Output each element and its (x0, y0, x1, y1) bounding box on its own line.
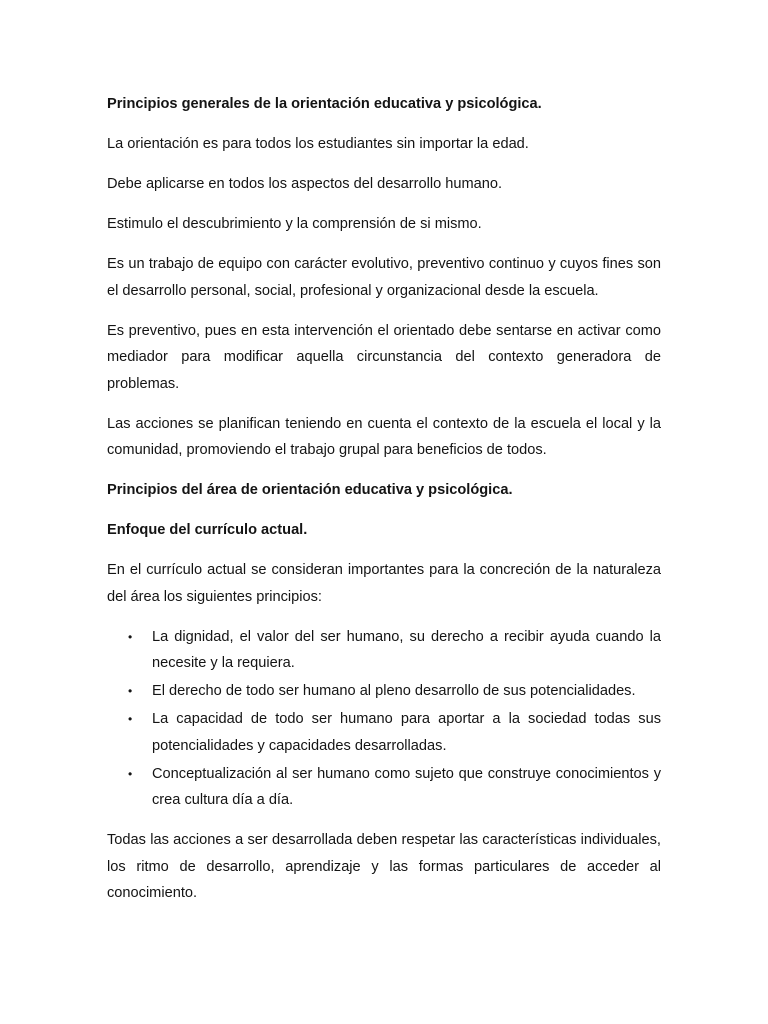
paragraph-curriculum-intro: En el currículo actual se consideran importantes para la concreción de la naturaleza del área los siguientes principios: (107, 562, 661, 605)
paragraph-self-discovery: Estimulo el descubrimiento y la comprensión de si mismo. (107, 216, 482, 232)
bullet-icon: • (128, 629, 133, 644)
document-page (107, 91, 661, 920)
list-item (107, 761, 661, 814)
list-item (107, 706, 661, 759)
paragraph-respect-characteristics: Todas las acciones a ser desarrollada deben respetar las características individuales, los ritmo de desarrollo, aprendizaje y las formas particulares de acceder al conocimiento. (107, 832, 661, 901)
paragraph-planned-actions: Las acciones se planifican teniendo en cuenta el contexto de la escuela el local y la comunidad, promoviendo el trabajo grupal para beneficios de todos. (107, 415, 661, 458)
list-item-text: La dignidad, el valor del ser humano, su derecho a recibir ayuda cuando la necesite y la requiera. (152, 628, 661, 671)
bullet-icon: • (128, 684, 133, 698)
bullet-icon: • (128, 766, 133, 781)
list-item (107, 624, 661, 677)
list-item-text: Conceptualización al ser humano como sujeto que construye conocimientos y crea cultura día a día. (152, 765, 661, 808)
paragraph-orientation-for-all: La orientación es para todos los estudiantes sin importar la edad. (107, 136, 529, 152)
principles-list (107, 624, 661, 814)
list-item-text: La capacidad de todo ser humano para aportar a la sociedad todas sus potencialidades y capacidades desarrolladas. (152, 711, 661, 754)
paragraph-all-aspects: Debe aplicarse en todos los aspectos del desarrollo humano. (107, 176, 503, 192)
section-heading-area-principles: Principios del área de orientación educativa y psicológica. (107, 482, 513, 498)
list-item (107, 678, 661, 705)
section-heading-general-principles: Principios generales de la orientación educativa y psicológica. (107, 96, 542, 112)
paragraph-preventive: Es preventivo, pues en esta intervención el orientado debe sentarse en activar como mediador para modificar aquella circunstancia del contexto generadora de problemas. (107, 322, 661, 392)
paragraph-teamwork: Es un trabajo de equipo con carácter evolutivo, preventivo continuo y cuyos fines son el desarrollo personal, social, profesional y organizacional desde la escuela. (107, 256, 661, 299)
section-heading-curriculum-focus: Enfoque del currículo actual. (107, 522, 308, 538)
list-item-text: El derecho de todo ser humano al pleno desarrollo de sus potencialidades. (152, 683, 636, 699)
bullet-icon: • (128, 712, 133, 726)
